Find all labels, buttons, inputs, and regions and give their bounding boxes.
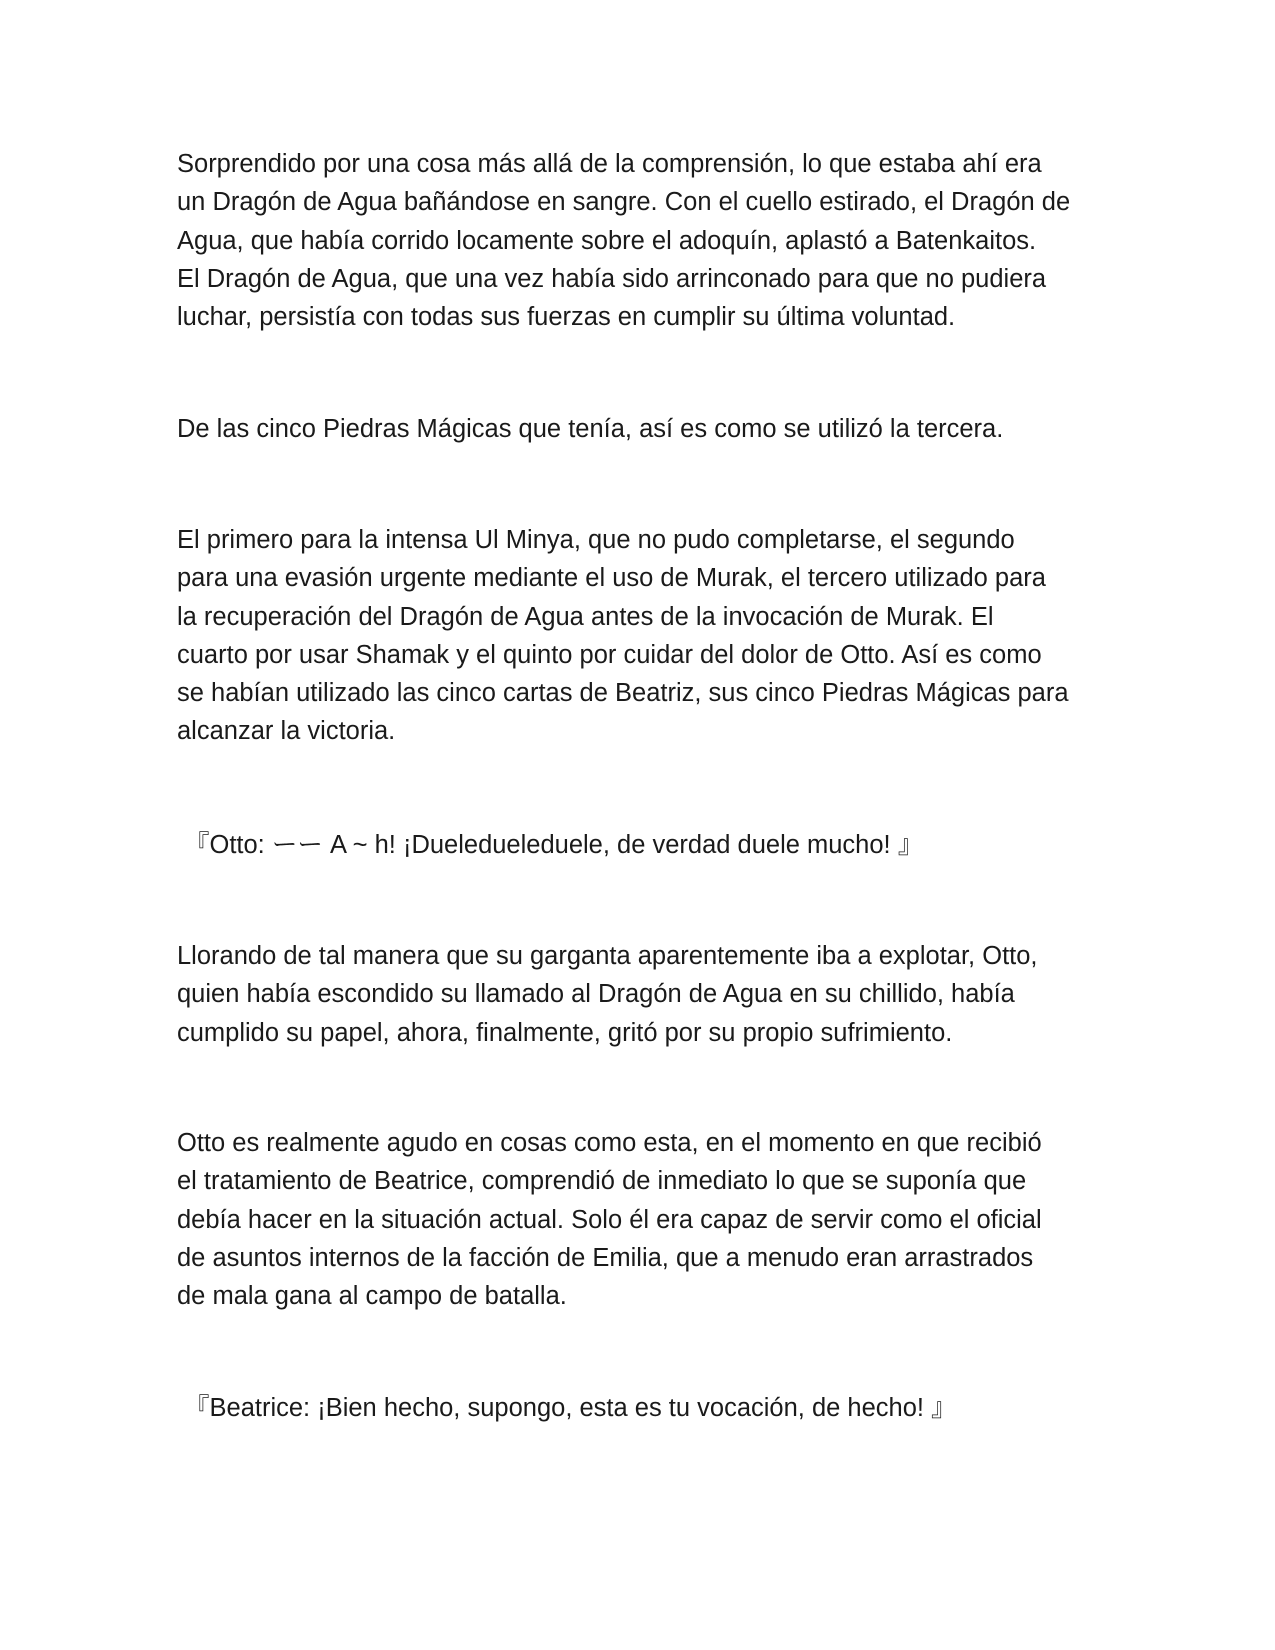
text-line: Agua, que había corrido locamente sobre el adoquín, aplastó a Batenkaitos.: [177, 226, 1037, 255]
text-line: El primero para la intensa Ul Minya, que no pudo completarse, el segundo: [177, 526, 1015, 554]
paragraph-magic-stones: [177, 410, 1117, 448]
text-line: para una evasión urgente mediante el uso de Murak, el tercero utilizado para: [177, 564, 1046, 593]
text-line: luchar, persistía con todas sus fuerzas en cumplir su última voluntad.: [177, 303, 956, 332]
text-line: debía hacer en la situación actual. Solo él era capaz de servir como el oficial: [177, 1205, 1042, 1234]
dialogue-beatrice: [184, 1389, 1124, 1427]
paragraph-water-dragon: [177, 145, 1117, 336]
text-line: la recuperación del Dragón de Agua antes de la invocación de Murak. El: [177, 602, 994, 631]
text-line: Sorprendido por una cosa más allá de la comprensión, lo que estaba ahí era: [177, 150, 1042, 178]
paragraph-otto-sharp: [177, 1124, 1117, 1315]
text-line: quien había escondido su llamado al Dragón de Agua en su chillido, había: [177, 980, 1015, 1009]
text-line: cumplido su papel, ahora, finalmente, gritó por su propio sufrimiento.: [177, 1018, 953, 1047]
text-line: cuarto por usar Shamak y el quinto por cuidar del dolor de Otto. Así es como: [177, 640, 1042, 669]
text-line: 『Beatrice: ¡Bien hecho, supongo, esta es tu vocación, de hecho! 』: [184, 1394, 957, 1422]
text-line: 『Otto: ーー A ~ h! ¡Dueledueleduele, de verdad duele mucho! 』: [184, 831, 924, 859]
text-line: Llorando de tal manera que su garganta aparentemente iba a explotar, Otto,: [177, 942, 1038, 970]
text-line: de mala gana al campo de batalla.: [177, 1282, 567, 1311]
text-line: De las cinco Piedras Mágicas que tenía, así es como se utilizó la tercera.: [177, 415, 1004, 443]
text-line: se habían utilizado las cinco cartas de Beatriz, sus cinco Piedras Mágicas para: [177, 679, 1069, 708]
text-line: alcanzar la victoria.: [177, 717, 396, 746]
text-line: de asuntos internos de la facción de Emilia, que a menudo eran arrastrados: [177, 1243, 1034, 1272]
text-line: el tratamiento de Beatrice, comprendió de inmediato lo que se suponía que: [177, 1167, 1027, 1196]
dialogue-otto: [184, 826, 1124, 864]
text-line: Otto es realmente agudo en cosas como esta, en el momento en que recibió: [177, 1129, 1042, 1157]
text-line: El Dragón de Agua, que una vez había sido arrinconado para que no pudiera: [177, 264, 1047, 293]
paragraph-otto-crying: [177, 937, 1117, 1052]
paragraph-five-cards: [177, 521, 1117, 751]
text-line: un Dragón de Agua bañándose en sangre. Con el cuello estirado, el Dragón de: [177, 188, 1071, 217]
